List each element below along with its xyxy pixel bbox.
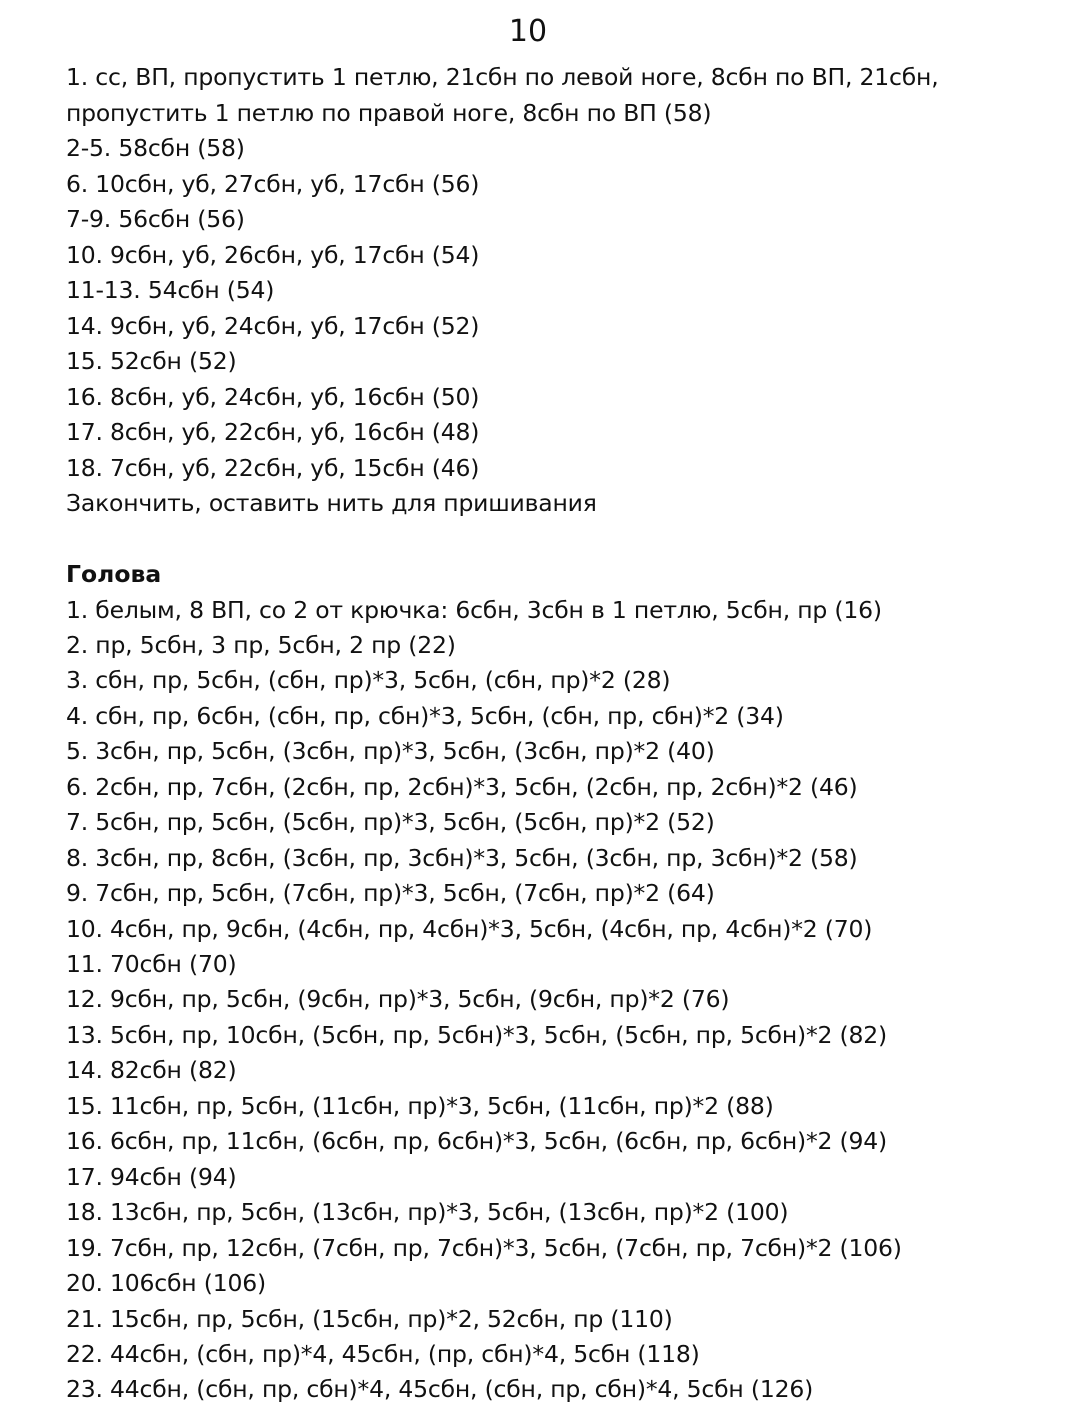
pattern-row: 8. 3сбн, пр, 8сбн, (3сбн, пр, 3сбн)*3, 5сбн, (3сбн, пр, 3сбн)*2 (58) <box>66 843 858 872</box>
document-body <box>66 60 1056 1408</box>
pattern-row: 18. 13сбн, пр, 5сбн, (13сбн, пр)*3, 5сбн, (13сбн, пр)*2 (100) <box>66 1198 789 1227</box>
pattern-row: 6. 10сбн, уб, 27сбн, уб, 17сбн (56) <box>66 169 480 198</box>
pattern-row: 22. 44сбн, (сбн, пр)*4, 45сбн, (пр, сбн)*4, 5сбн (118) <box>66 1340 700 1369</box>
pattern-row: 16. 6сбн, пр, 11сбн, (6сбн, пр, 6сбн)*3, 5сбн, (6сбн, пр, 6сбн)*2 (94) <box>66 1127 887 1156</box>
pattern-row: 4. сбн, пр, 6сбн, (сбн, пр, сбн)*3, 5сбн, (сбн, пр, сбн)*2 (34) <box>66 701 784 730</box>
page-number: 10 <box>508 14 548 49</box>
section-gap <box>66 522 1056 558</box>
pattern-row: 16. 8сбн, уб, 24сбн, уб, 16сбн (50) <box>66 382 480 411</box>
pattern-row: 7. 5сбн, пр, 5сбн, (5сбн, пр)*3, 5сбн, (5сбн, пр)*2 (52) <box>66 808 715 837</box>
pattern-row: 6. 2сбн, пр, 7сбн, (2сбн, пр, 2сбн)*3, 5сбн, (2сбн, пр, 2сбн)*2 (46) <box>66 772 858 801</box>
pattern-row: 2. пр, 5сбн, 3 пр, 5сбн, 2 пр (22) <box>66 630 456 659</box>
body-pattern-rows <box>66 60 1056 522</box>
pattern-row: 1. белым, 8 ВП, со 2 от крючка: 6сбн, 3сбн в 1 петлю, 5сбн, пр (16) <box>66 595 882 624</box>
pattern-row: 15. 52сбн (52) <box>66 347 237 375</box>
pattern-row: 3. сбн, пр, 5сбн, (сбн, пр)*3, 5сбн, (сбн, пр)*2 (28) <box>66 666 671 695</box>
pattern-row: 11-13. 54сбн (54) <box>66 276 275 304</box>
pattern-row: 17. 94сбн (94) <box>66 1162 237 1191</box>
pattern-row: пропустить 1 петлю по правой ноге, 8сбн по ВП (58) <box>66 98 712 127</box>
pattern-row: 17. 8сбн, уб, 22сбн, уб, 16сбн (48) <box>66 418 480 446</box>
pattern-row: 9. 7сбн, пр, 5сбн, (7сбн, пр)*3, 5сбн, (7сбн, пр)*2 (64) <box>66 879 715 908</box>
pattern-row: 2-5. 58сбн (58) <box>66 134 245 162</box>
pattern-row: 15. 11сбн, пр, 5сбн, (11сбн, пр)*3, 5сбн, (11сбн, пр)*2 (88) <box>66 1091 774 1120</box>
pattern-row: 18. 7сбн, уб, 22сбн, уб, 15сбн (46) <box>66 453 480 482</box>
pattern-row: 14. 82сбн (82) <box>66 1056 237 1085</box>
head-pattern-rows <box>66 593 1056 1408</box>
pattern-row: 10. 9сбн, уб, 26сбн, уб, 17сбн (54) <box>66 240 480 269</box>
pattern-row: 23. 44сбн, (сбн, пр, сбн)*4, 45сбн, (сбн, пр, сбн)*4, 5сбн (126) <box>66 1375 814 1404</box>
pattern-row: 5. 3сбн, пр, 5сбн, (3сбн, пр)*3, 5сбн, (3сбн, пр)*2 (40) <box>66 737 715 766</box>
section-title-head: Голова <box>66 560 162 588</box>
pattern-row: 14. 9сбн, уб, 24сбн, уб, 17сбн (52) <box>66 311 480 340</box>
pattern-row: 1. сс, ВП, пропустить 1 петлю, 21сбн по левой ноге, 8сбн по ВП, 21сбн, <box>66 63 939 91</box>
pattern-row: 11. 70сбн (70) <box>66 950 237 979</box>
pattern-row: 20. 106сбн (106) <box>66 1269 266 1298</box>
pattern-row: 12. 9сбн, пр, 5сбн, (9сбн, пр)*3, 5сбн, (9сбн, пр)*2 (76) <box>66 985 730 1014</box>
pattern-row: 7-9. 56сбн (56) <box>66 205 245 233</box>
pattern-row: 10. 4сбн, пр, 9сбн, (4сбн, пр, 4сбн)*3, 5сбн, (4сбн, пр, 4сбн)*2 (70) <box>66 914 873 943</box>
pattern-row: 19. 7сбн, пр, 12сбн, (7сбн, пр, 7сбн)*3, 5сбн, (7сбн, пр, 7сбн)*2 (106) <box>66 1233 902 1262</box>
finish-instruction: Закончить, оставить нить для пришивания <box>66 489 597 517</box>
pattern-row: 13. 5сбн, пр, 10сбн, (5сбн, пр, 5сбн)*3, 5сбн, (5сбн, пр, 5сбн)*2 (82) <box>66 1020 887 1049</box>
pattern-row: 21. 15сбн, пр, 5сбн, (15сбн, пр)*2, 52сбн, пр (110) <box>66 1304 673 1333</box>
